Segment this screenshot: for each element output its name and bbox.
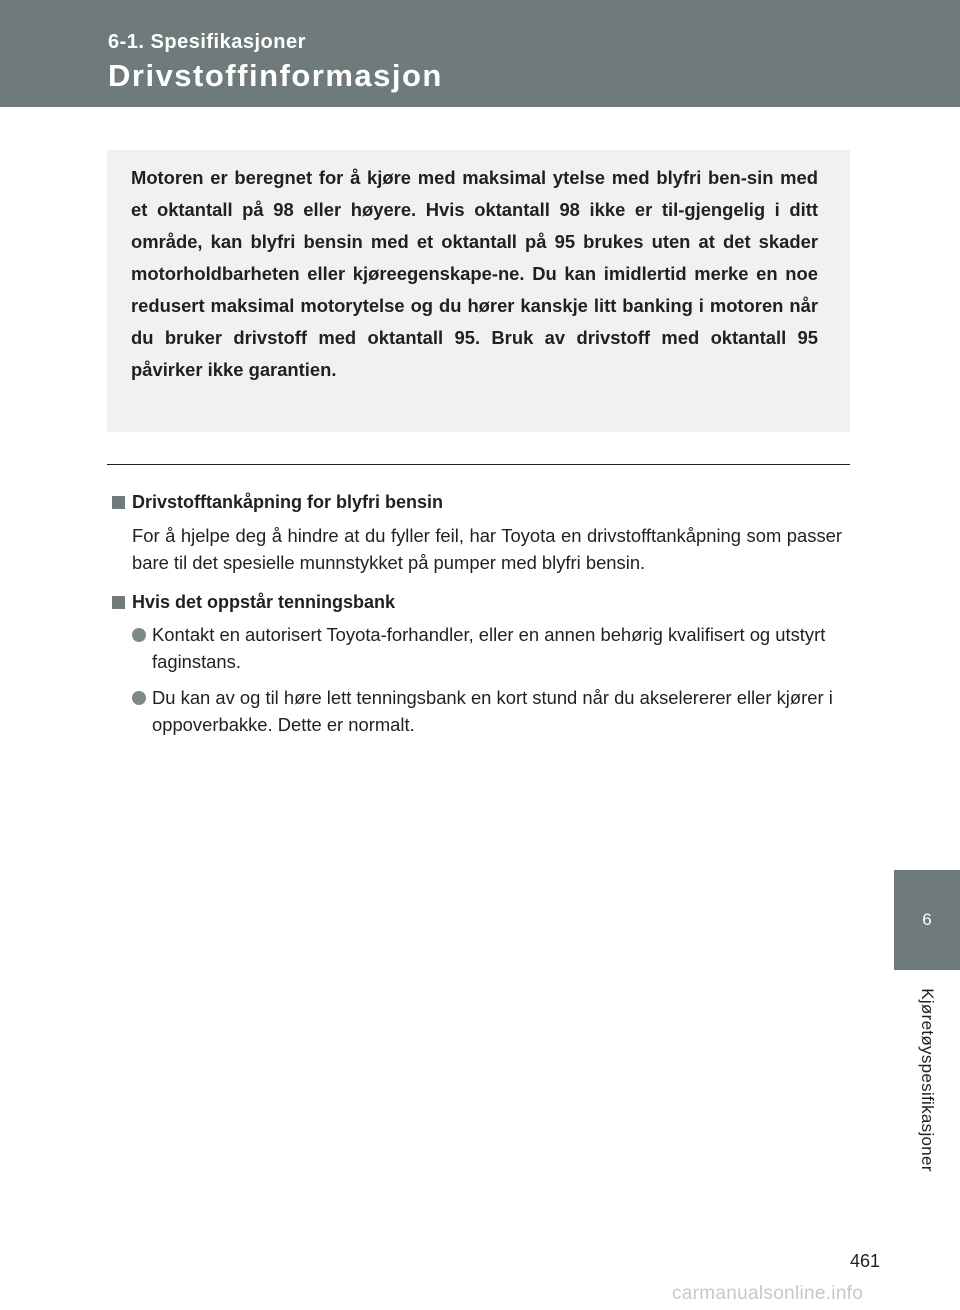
list-item	[132, 621, 842, 675]
intro-text: Motoren er beregnet for å kjøre med maksimal ytelse med blyfri ben-sin med et oktantall på 98 eller høyere. Hvis oktantall 98 ikke er til-gjengelig i ditt område, kan blyfri bensin med et oktantall på 95 brukes uten at det skader motorholdbarheten eller kjøreegenskape-ne. Du kan imidlertid merke en noe redusert maksimal motorytelse og du hører kanskje litt banking i motoren når du bruker drivstoff med oktantall 95. Bruk av drivstoff med oktantall 95 påvirker ikke garantien.	[131, 167, 818, 380]
watermark: carmanualsonline.info	[672, 1283, 864, 1304]
circle-bullet-icon	[132, 628, 146, 642]
list-item	[132, 684, 842, 738]
subheading-text: Hvis det oppstår tenningsbank	[132, 592, 396, 612]
chapter-number: 6	[922, 910, 932, 929]
square-bullet-icon	[112, 496, 125, 509]
page-title: Drivstoffinformasjon	[108, 58, 443, 93]
square-bullet-icon	[112, 596, 125, 609]
page-number: 461	[849, 1251, 880, 1271]
knocking-bullet-list	[132, 621, 842, 738]
list-item-text: Kontakt en autorisert Toyota-forhandler, eller en annen behørig kvalifisert og utstyrt faginstans.	[152, 624, 826, 672]
intro-box	[107, 150, 850, 432]
subheading-text: Drivstofftankåpning for blyfri bensin	[132, 492, 444, 512]
fuel-tank-paragraph: For å hjelpe deg å hindre at du fyller feil, har Toyota en drivstofftankåpning som passer bare til det spesielle munnstykket på pumper med blyfri bensin.	[132, 525, 842, 573]
subheading-engine-knocking	[112, 589, 842, 615]
chapter-label: Kjøretøyspesifikasjoner	[918, 988, 937, 1172]
subheading-fuel-tank-opening	[112, 489, 842, 515]
list-item-text: Du kan av og til høre lett tenningsbank en kort stund når du akselererer eller kjører i oppoverbakke. Dette er normalt.	[152, 687, 833, 735]
section-label: 6-1. Spesifikasjoner	[108, 31, 306, 53]
header-band	[0, 0, 960, 107]
section-divider	[107, 464, 850, 465]
circle-bullet-icon	[132, 691, 146, 705]
chapter-tab	[894, 870, 960, 970]
main-content	[112, 489, 842, 747]
